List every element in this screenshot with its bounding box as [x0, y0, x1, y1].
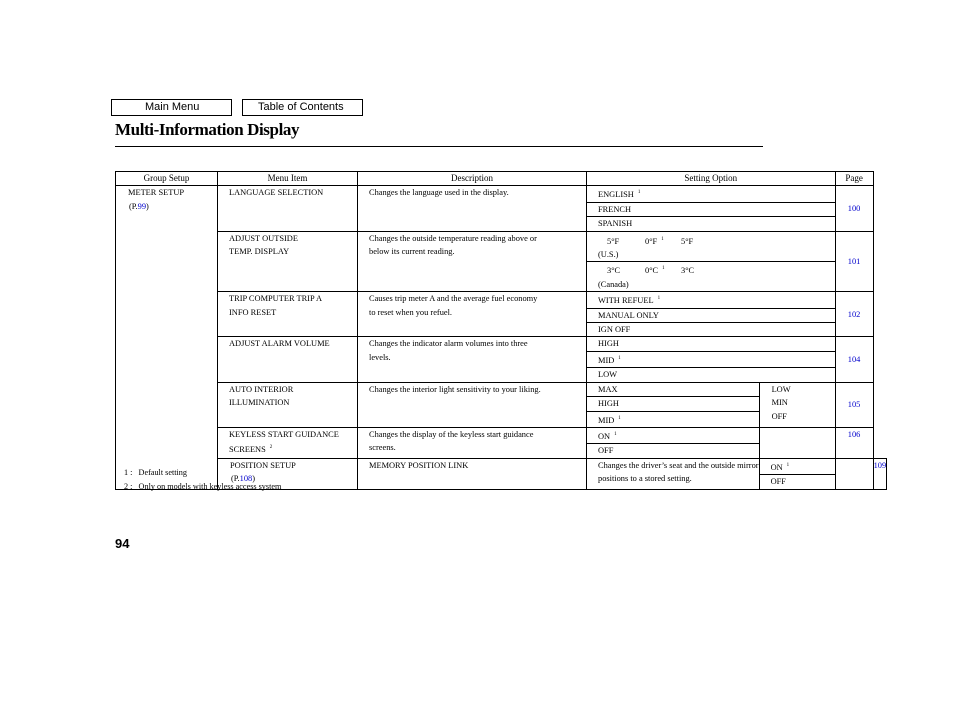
empty-cell	[759, 427, 835, 458]
page-link-101[interactable]: 101	[847, 256, 861, 266]
menu-item-trip: TRIP COMPUTER TRIP A INFO RESET	[218, 292, 358, 337]
option-low: LOW	[587, 368, 836, 382]
desc-trip: Causes trip meter A and the average fuel economy to reset when you refuel.	[358, 292, 587, 337]
header-page: Page	[835, 172, 873, 186]
page-cell	[835, 337, 873, 382]
page-cell	[835, 427, 873, 458]
page-cell	[835, 186, 873, 231]
menu-item-memory: MEMORY POSITION LINK	[358, 458, 587, 489]
desc-temp: Changes the outside temperature reading above or below its current reading.	[358, 231, 587, 292]
option-high: HIGH	[587, 337, 836, 351]
option-illum-right: LOW MIN OFF	[759, 382, 835, 427]
table-row	[116, 427, 887, 443]
group-meter-setup	[116, 186, 218, 489]
footnote: 1 : Default setting	[124, 468, 187, 477]
menu-item-keyless: KEYLESS START GUIDANCE SCREENS $^2$	[218, 427, 358, 458]
option-keyless-on: ON $^1$	[587, 427, 760, 443]
empty-cell	[835, 458, 873, 489]
header-menu-item: Menu Item	[218, 172, 358, 186]
group-ref: (P.99)	[129, 201, 149, 211]
option-ign-off: IGN OFF	[587, 323, 836, 337]
footnote: 2 : Only on models with keyless access system	[124, 481, 282, 491]
page-link-99[interactable]: 99	[137, 201, 146, 211]
table-row	[116, 231, 887, 262]
header-description: Description	[358, 172, 587, 186]
header-setting-option: Setting Option	[587, 172, 836, 186]
page-link-106[interactable]: 106	[847, 429, 861, 439]
option-keyless-off: OFF	[587, 444, 760, 458]
option-french: FRENCH	[587, 202, 836, 216]
page-link-109[interactable]: 109	[873, 460, 887, 470]
title-divider	[115, 146, 763, 147]
option-max: MAX	[587, 382, 760, 396]
page-cell	[835, 231, 873, 292]
option-temp-us: 5°F 0°F $^1$ 5°F (U.S.)	[587, 231, 836, 262]
table-row	[116, 337, 887, 351]
option-illum-high: HIGH	[587, 397, 760, 411]
option-english: ENGLISH $^1$	[587, 186, 836, 202]
desc-language: Changes the language used in the display.	[358, 186, 587, 231]
page-link-100[interactable]: 100	[847, 203, 861, 213]
option-memory-off: OFF	[759, 475, 835, 489]
footnotes	[124, 466, 281, 493]
settings-table	[115, 171, 887, 490]
menu-item-temp: ADJUST OUTSIDE TEMP. DISPLAY	[218, 231, 358, 292]
main-menu-button[interactable]: Main Menu	[111, 99, 232, 116]
table-header-row	[116, 172, 887, 186]
menu-item-language: LANGUAGE SELECTION	[218, 186, 358, 231]
page-link-105[interactable]: 105	[847, 400, 861, 410]
table-of-contents-button[interactable]: Table of Contents	[242, 99, 363, 116]
page-cell	[835, 292, 873, 337]
page-cell	[835, 382, 873, 427]
menu-item-illumination: AUTO INTERIOR ILLUMINATION	[218, 382, 358, 427]
option-memory-on: ON $^1$	[759, 458, 835, 474]
option-spanish: SPANISH	[587, 217, 836, 231]
option-manual-only: MANUAL ONLY	[587, 308, 836, 322]
page-link-108[interactable]: 108	[239, 474, 253, 484]
page-title: Multi-Information Display	[115, 120, 300, 139]
desc-memory: Changes the driver’s seat and the outside mirror positions to a stored setting.	[587, 458, 760, 489]
menu-item-alarm: ADJUST ALARM VOLUME	[218, 337, 358, 382]
page-cell	[873, 458, 887, 489]
option-temp-canada: 3°C 0°C $^1$ 3°C (Canada)	[587, 262, 836, 292]
option-with-refuel: WITH REFUEL $^1$	[587, 292, 836, 308]
page-link-102[interactable]: 102	[847, 309, 861, 319]
desc-alarm: Changes the indicator alarm volumes into three levels.	[358, 337, 587, 382]
table-row	[116, 186, 887, 202]
table-row	[116, 292, 887, 308]
desc-illumination: Changes the interior light sensitivity to your liking.	[358, 382, 587, 427]
header-group-setup: Group Setup	[116, 172, 218, 186]
option-illum-mid: MID $^1$	[587, 411, 760, 427]
group-label: POSITION SETUP	[230, 460, 296, 470]
option-mid: MID $^1$	[587, 351, 836, 367]
page-number: 94	[115, 536, 130, 551]
group-ref: (P.108)	[231, 474, 255, 484]
table-row	[116, 382, 887, 396]
page-link-104[interactable]: 104	[847, 354, 861, 364]
desc-keyless: Changes the display of the keyless start guidance screens.	[358, 427, 587, 458]
group-label: METER SETUP	[128, 188, 185, 198]
